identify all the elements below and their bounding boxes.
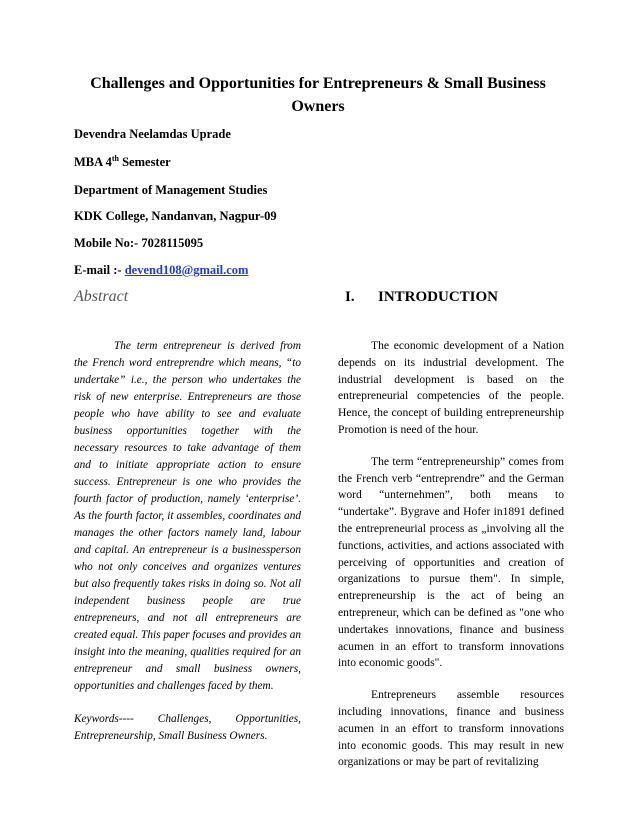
paper-title: Challenges and Opportunities for Entrepreneurs & Small Business Owners [90, 75, 546, 115]
author-name: Devendra Neelamdas Uprade [74, 127, 231, 141]
program-superscript: th [111, 153, 119, 163]
section-number: I. [345, 289, 355, 305]
abstract-column [74, 338, 301, 745]
intro-paragraph: The term “entrepreneurship” comes from the French verb “entreprendre” and the German word “unternehmen”, both means to “undertake”. Bygrave and Hofer in1891 defined the entrepreneurial process as „involving all the functions, activities, and actions associated with perceiving of opportunities and creation of organizations to pursue them". In simple, entrepreneurship is the act of being an entrepreneur, which can be defined as "one who undertakes innovations, finance and business acumen in an effort to transform innovations into economic goods". [338, 454, 564, 670]
author-email [74, 263, 248, 278]
intro-paragraph: Entrepreneurs assemble resources including innovations, finance and business acumen in an effort to transform innovations into economic goods. This may result in new organizations or may be part of revitalizing [338, 688, 564, 769]
section-title: INTRODUCTION [378, 289, 499, 305]
email-link[interactable]: devend108@gmail.com [124, 263, 249, 277]
introduction-heading [345, 289, 498, 306]
abstract-body: The term entrepreneur is derived from the French word entreprendre which means, “to undertake” i.e., the person who undertakes the risk of new enterprise. Entrepreneurs are those people who have ability to see and evaluate business opportunities together with the necessary resources to take advantage of them and to initiate appropriate action to ensure success. Entrepreneur is one who provides the fourth factor of production, namely ‘enterprise’. As the fourth factor, it assembles, coordinates and manages the other factors namely land, labour and capital. An entrepreneur is a businessperson who not only conceives and organizes ventures but also frequently takes risks in doing so. Not all independent business people are true entrepreneurs, and not all entrepreneurs are created equal. This paper focuses and provides an insight into the meaning, qualities required for an entrepreneur and small business owners, opportunities and challenges faced by them. [74, 340, 301, 692]
abstract-heading: Abstract [74, 288, 129, 305]
introduction-column [338, 338, 564, 786]
author-program [74, 155, 171, 170]
program-suffix: Semester [118, 155, 171, 169]
program-prefix: MBA 4 [74, 155, 112, 169]
email-label: E-mail :- [74, 263, 125, 277]
intro-paragraph: The economic development of a Nation depends on its industrial development. The industrial development is based on the entrepreneurial competencies of the people. Hence, the concept of building entrepreneurship Promotion is need of the hour. [338, 339, 564, 436]
author-department: Department of Management Studies [74, 183, 268, 197]
author-college: KDK College, Nandanvan, Nagpur-09 [74, 209, 277, 223]
keywords: Keywords---- Challenges, Opportunities, Entrepreneurship, Small Business Owners. [74, 713, 301, 742]
author-mobile: Mobile No:- 7028115095 [74, 236, 204, 250]
